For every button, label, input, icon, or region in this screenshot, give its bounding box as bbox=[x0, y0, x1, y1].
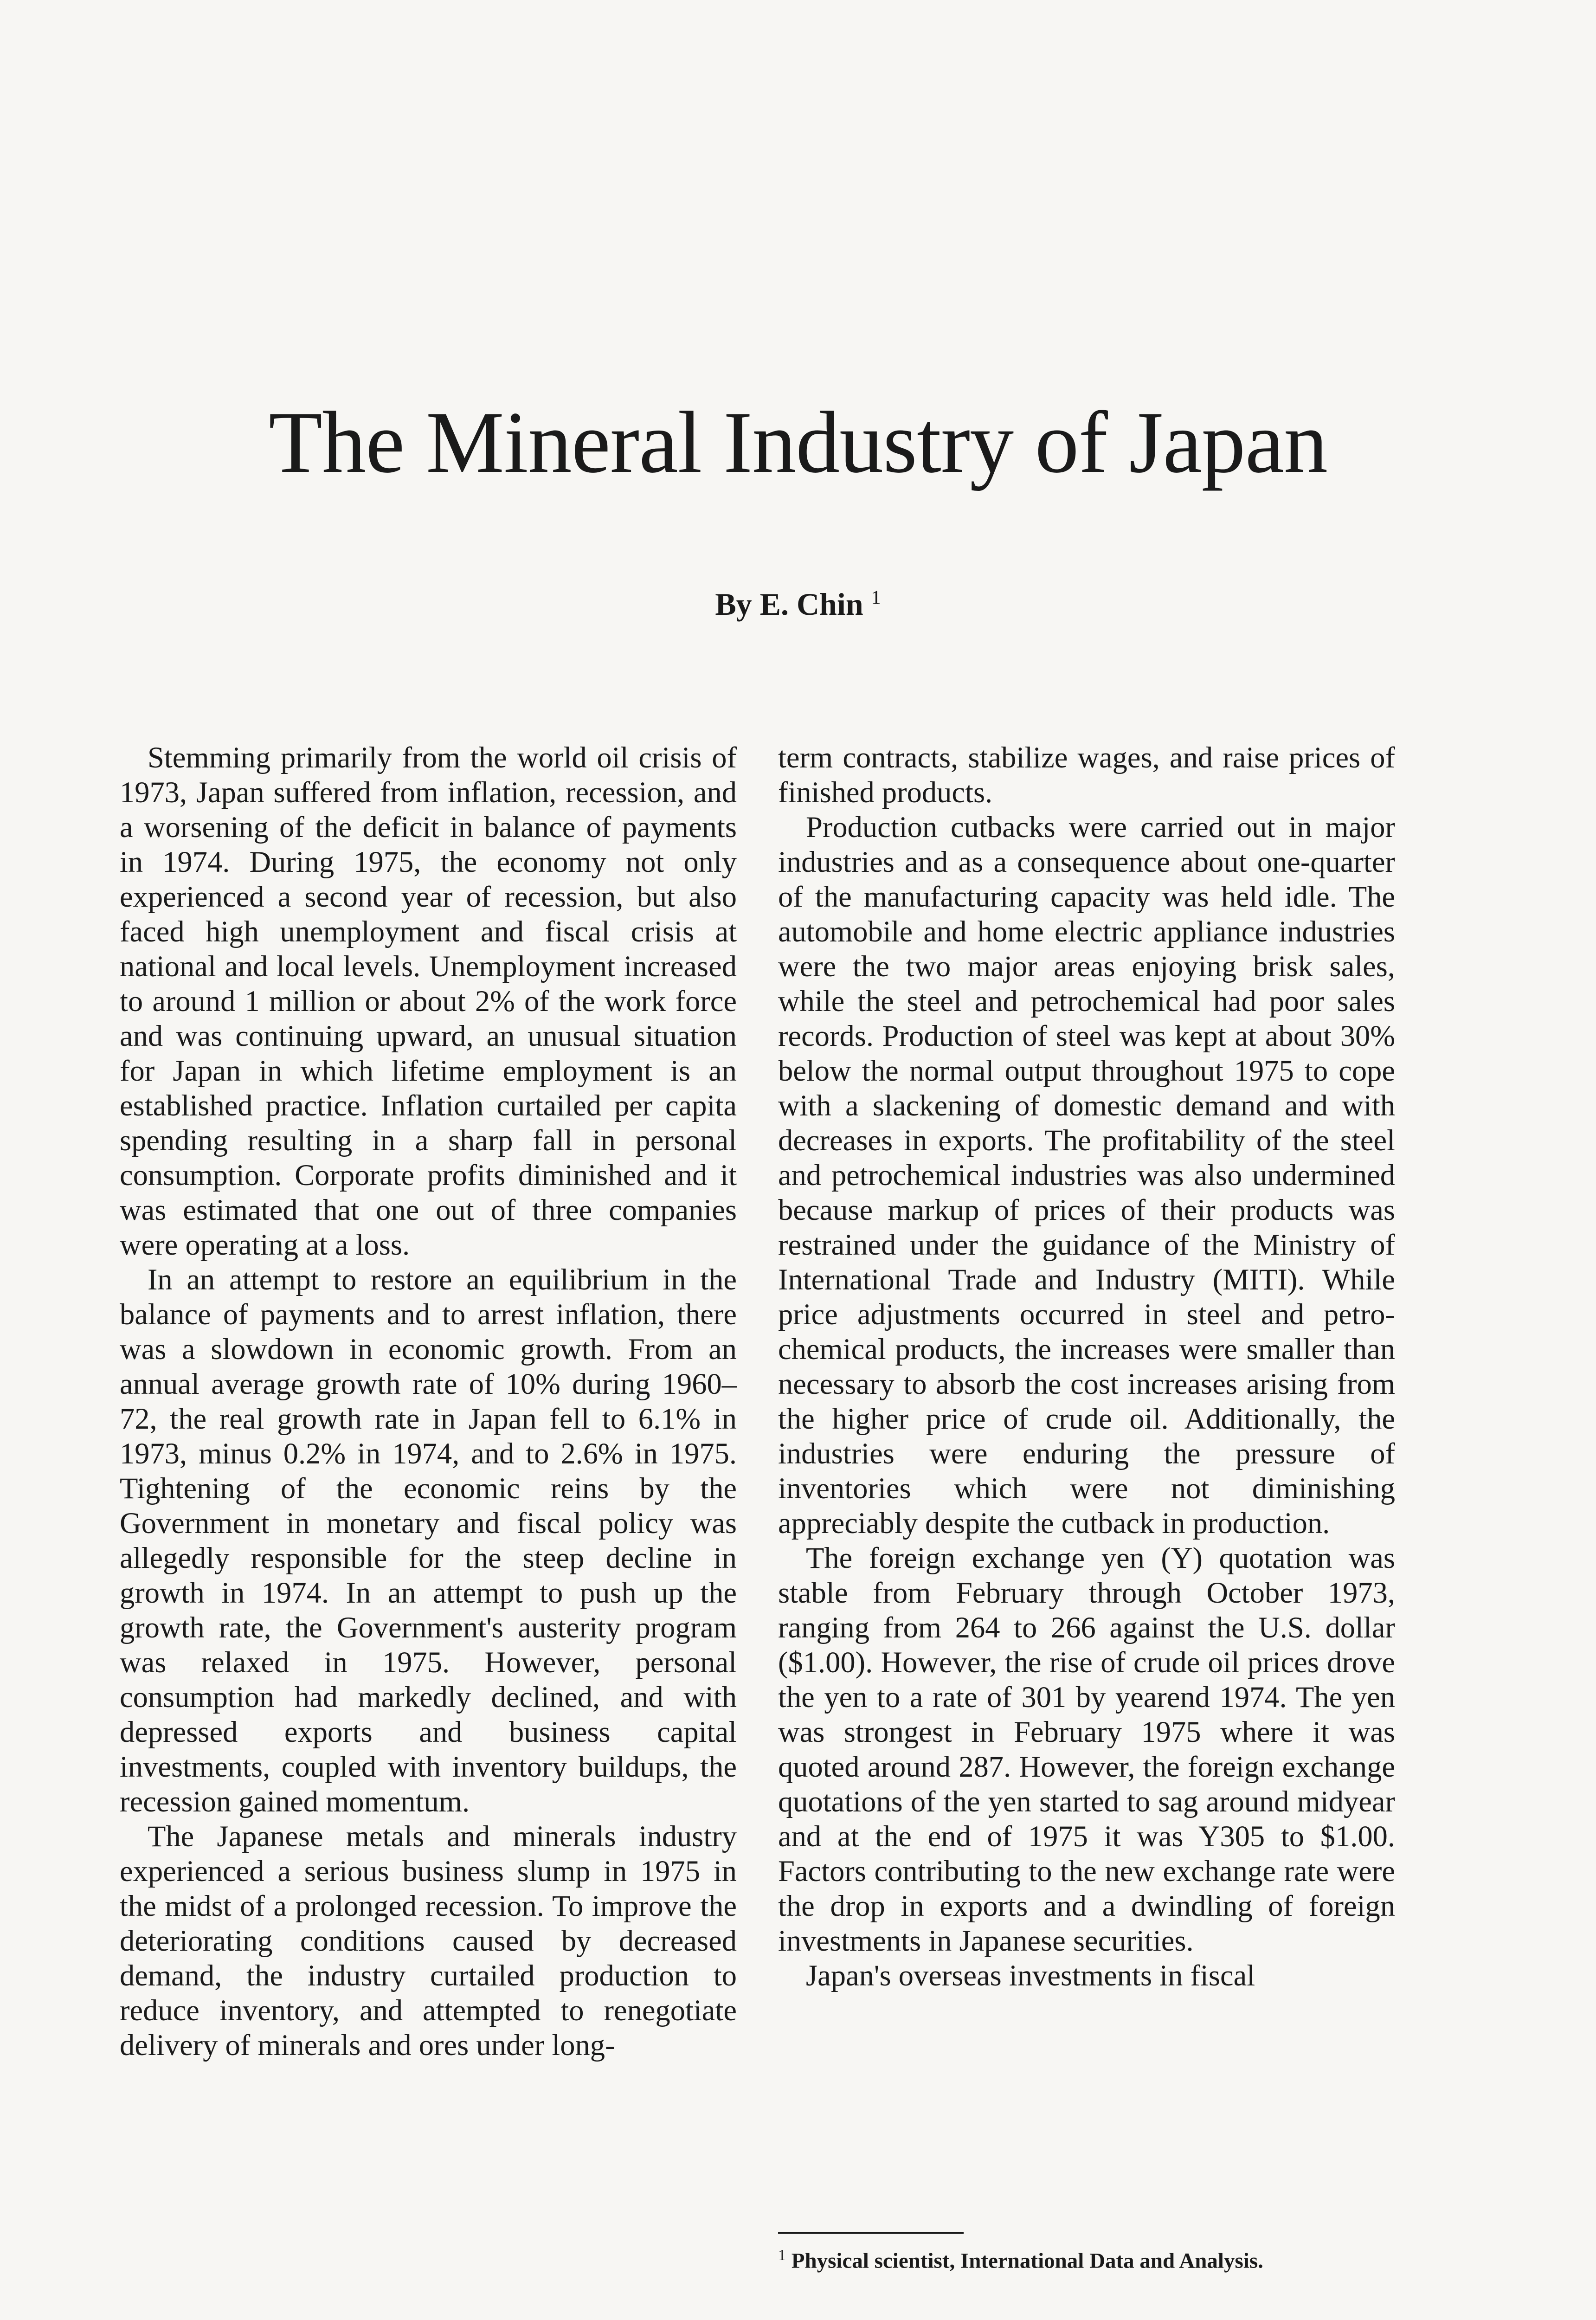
footnote-divider bbox=[778, 2232, 964, 2234]
paragraph: In an attempt to restore an equilibrium in the balance of payments and to arrest inflation, there was a slowdown in economic growth. From an annual average growth rate of 10% during 1960–72, the real growth rate in Japan fell to 6.1% in 1973, minus 0.2% in 1974, and to 2.6% in 1975. Tightening of the economic reins by the Government in monetary and fiscal policy was allegedly responsible for the steep decline in growth in 1974. In an attempt to push up the growth rate, the Government's austerity program was relaxed in 1975. However, personal consumption had markedly declined, and with depressed exports and business capital investments, coupled with inventory buildups, the recession gained momentum. bbox=[120, 1263, 737, 1818]
footnote-text: Physical scientist, International Data and Analysis. bbox=[791, 2249, 1263, 2273]
paragraph-continuation: term contracts, stabilize wages, and raise prices of finished products. bbox=[778, 741, 1395, 809]
left-column bbox=[120, 740, 737, 2062]
footnote-ref: 1 bbox=[871, 587, 881, 609]
paragraph: The Japanese metals and minerals industry experienced a serious business slump in 1975 in the midst of a prolonged recession. To improve the deteriorating conditions caused by decreased demand, the industry curtailed production to reduce inventory, and attempted to renegotiate delivery of minerals and ores under long- bbox=[120, 1820, 737, 2062]
paragraph: The foreign exchange yen (Y) quotation was stable from February through October 1973, ranging from 264 to 266 against the U.S. dollar ($1.00). However, the rise of crude oil prices drove the yen to a rate of 301 by yearend 1974. The yen was strongest in February 1975 where it was quoted around 287. However, the foreign exchange quotations of the yen started to sag around midyear and at the end of 1975 it was Y305 to $1.00. Factors contributing to the new exchange rate were the drop in exports and a dwindling of foreign investments in Japanese securities. bbox=[778, 1541, 1395, 1957]
article-title: The Mineral Industry of Japan bbox=[269, 394, 1327, 491]
footnote-mark: 1 bbox=[778, 2247, 786, 2264]
footnote bbox=[778, 2242, 1395, 2275]
paragraph: Stemming primarily from the world oil crisis of 1973, Japan suffered from inflation, recession, and a worsening of the deficit in balance of payments in 1974. During 1975, the economy not only experienced a second year of recession, but also faced high unemployment and fiscal crisis at national and local levels. Unemployment increased to around 1 million or about 2% of the work force and was continuing upward, an unusual situation for Japan in which lifetime employment is an established practice. Inflation curtailed per capita spending resulting in a sharp fall in personal consumption. Corporate profits diminished and it was estimated that one out of three companies were operating at a loss. bbox=[120, 741, 737, 1261]
right-column bbox=[778, 740, 1395, 1993]
author-name: By E. Chin bbox=[715, 586, 863, 622]
paragraph: Japan's overseas investments in fiscal bbox=[806, 1959, 1255, 1992]
paragraph: Production cutbacks were carried out in major industries and as a consequence about one-quarter of the manufacturing capacity was held idle. The automobile and home electric appliance industries were the two major areas enjoying brisk sales, while the steel and petrochemical had poor sales records. Production of steel was kept at about 30% below the normal output throughout 1975 to cope with a slackening of domestic demand and with decreases in exports. The profitability of the steel and petrochemical industries was also undermined because markup of prices of their products was restrained under the guidance of the Ministry of International Trade and Industry (MITI). While price adjustments occurred in steel and petrochemical products, the increases were smaller than necessary to absorb the cost increases arising from the higher price of crude oil. Additionally, the industries were enduring the pressure of inventories which were not diminishing appreciably despite the cutback in production. bbox=[778, 811, 1395, 1540]
byline bbox=[0, 587, 1596, 622]
